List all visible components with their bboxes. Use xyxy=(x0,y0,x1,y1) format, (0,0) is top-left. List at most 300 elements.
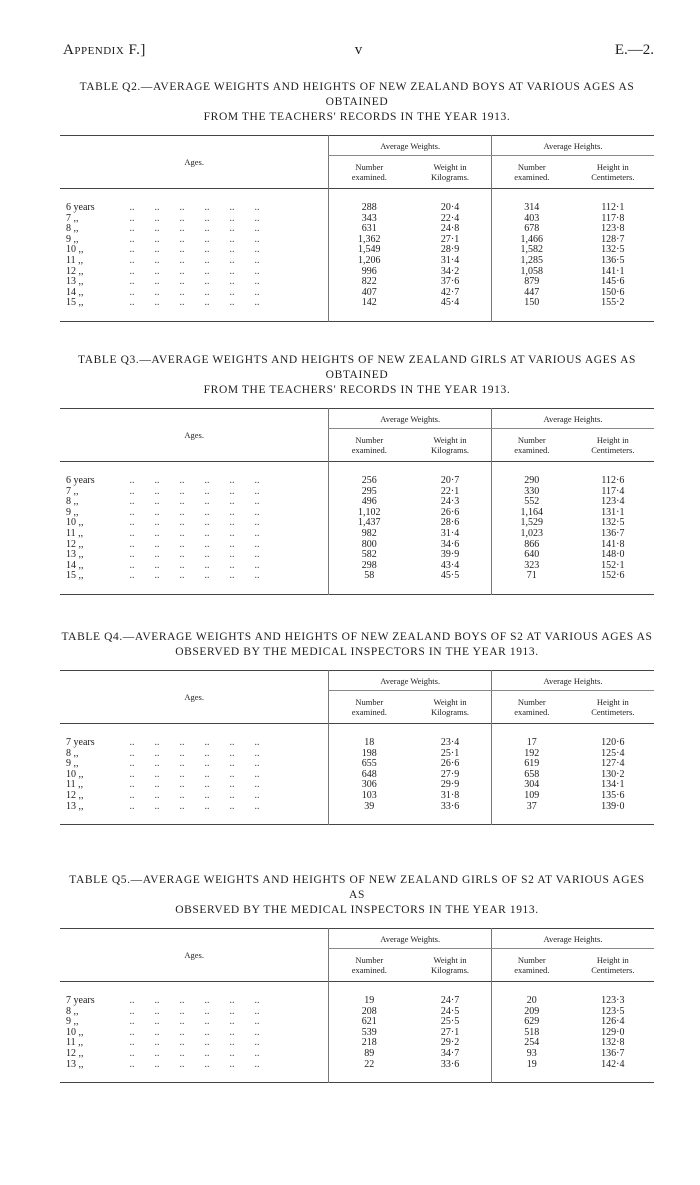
leader-dots: .. .. .. .. .. .. xyxy=(122,475,260,486)
height-number-cell: 19 xyxy=(491,1060,571,1083)
weight-kg-cell: 22·1 xyxy=(440,486,460,497)
leader-dots: .. .. .. .. .. .. xyxy=(122,497,260,508)
table-row xyxy=(60,724,654,749)
height-number-cell: 1,466 xyxy=(491,235,571,246)
age-cell xyxy=(60,759,329,770)
weight-number-cell: 89 xyxy=(329,1049,409,1060)
weight-kg-cell: 26·6 xyxy=(440,507,460,518)
weight-kg-cell: 31·4 xyxy=(440,255,460,266)
weights-header: Average Weights. xyxy=(329,671,492,691)
age-label: 12 ,, xyxy=(66,266,84,277)
height-number-cell: 866 xyxy=(491,540,571,551)
table-row xyxy=(60,759,654,770)
table-title-line-1: TABLE Q2.—AVERAGE WEIGHTS AND HEIGHTS OF NEW ZEALAND BOYS AT VARIOUS AGES AS OBTAINED xyxy=(79,81,635,108)
height-cm-cell: 132·5 xyxy=(601,518,625,529)
table-row xyxy=(60,1038,654,1049)
table-row xyxy=(60,791,654,802)
weight-number-cell: 142 xyxy=(329,298,409,321)
height-cm-cell: 132·8 xyxy=(601,1038,625,1049)
height-cm-header: Height in Centimeters. xyxy=(591,162,635,182)
table-row xyxy=(60,497,654,508)
height-number-header: Number examined. xyxy=(491,949,571,982)
age-label: 9 ,, xyxy=(66,759,79,770)
age-label: 8 ,, xyxy=(66,748,79,759)
height-number-cell: 403 xyxy=(491,214,571,225)
leader-dots: .. .. .. .. .. .. xyxy=(122,528,260,539)
height-cm-header: Height in Centimeters. xyxy=(591,955,635,975)
table-row xyxy=(60,749,654,760)
leader-dots: .. .. .. .. .. .. xyxy=(122,277,260,288)
age-label: 8 ,, xyxy=(66,1006,79,1017)
leader-dots: .. .. .. .. .. .. xyxy=(122,995,260,1006)
height-cm-cell: 134·1 xyxy=(601,780,625,791)
height-cm-cell: 120·6 xyxy=(601,737,625,748)
weights-header: Average Weights. xyxy=(329,929,492,949)
height-cm-cell: 127·4 xyxy=(601,759,625,770)
weight-number-header: Number examined. xyxy=(329,691,409,724)
leader-dots: .. .. .. .. .. .. xyxy=(122,1059,260,1070)
weight-number-cell: 256 xyxy=(329,462,409,487)
age-cell xyxy=(60,277,329,288)
age-label: 7 years xyxy=(66,737,95,748)
age-cell xyxy=(60,1049,329,1060)
age-label: 14 ,, xyxy=(66,287,84,298)
height-cm-cell: 136·5 xyxy=(601,255,625,266)
height-number-cell: 314 xyxy=(491,189,571,214)
height-number-cell: 17 xyxy=(491,724,571,749)
age-cell xyxy=(60,508,329,519)
table-row xyxy=(60,235,654,246)
leader-dots: .. .. .. .. .. .. xyxy=(122,1027,260,1038)
table-row xyxy=(60,518,654,529)
weight-number-cell: 343 xyxy=(329,214,409,225)
age-cell xyxy=(60,561,329,572)
age-label: 6 years xyxy=(66,475,95,486)
age-cell xyxy=(60,462,329,487)
ages-header: Ages. xyxy=(184,430,204,440)
table-q5 xyxy=(60,873,654,1083)
weight-number-cell: 407 xyxy=(329,288,409,299)
height-cm-cell: 136·7 xyxy=(601,528,625,539)
table-q4 xyxy=(60,630,654,825)
weights-header: Average Weights. xyxy=(329,136,492,156)
leader-dots: .. .. .. .. .. .. xyxy=(122,507,260,518)
weight-number-cell: 496 xyxy=(329,497,409,508)
leader-dots: .. .. .. .. .. .. xyxy=(122,245,260,256)
age-label: 14 ,, xyxy=(66,560,84,571)
age-label: 13 ,, xyxy=(66,1059,84,1070)
weight-number-cell: 22 xyxy=(329,1060,409,1083)
table-title-line-1: TABLE Q3.—AVERAGE WEIGHTS AND HEIGHTS OF NEW ZEALAND GIRLS AT VARIOUS AGES AS OBTAINED xyxy=(77,354,636,381)
weight-number-cell: 631 xyxy=(329,224,409,235)
table-q3 xyxy=(60,353,654,595)
weight-kg-cell: 33·6 xyxy=(440,801,460,812)
weight-number-cell: 288 xyxy=(329,189,409,214)
weight-number-header: Number examined. xyxy=(329,429,409,462)
weight-kg-cell: 25·5 xyxy=(440,1017,460,1028)
age-label: 12 ,, xyxy=(66,790,84,801)
age-label: 13 ,, xyxy=(66,277,84,288)
weight-number-cell: 218 xyxy=(329,1038,409,1049)
age-label: 13 ,, xyxy=(66,550,84,561)
age-cell xyxy=(60,529,329,540)
height-number-cell: 1,164 xyxy=(491,508,571,519)
weight-kg-cell: 20·7 xyxy=(440,475,460,486)
height-cm-cell: 139·0 xyxy=(601,801,625,812)
weight-number-cell: 996 xyxy=(329,267,409,278)
height-number-cell: 71 xyxy=(491,571,571,594)
data-table xyxy=(60,928,654,1083)
height-number-cell: 304 xyxy=(491,780,571,791)
height-number-cell: 629 xyxy=(491,1017,571,1028)
weight-number-cell: 1,206 xyxy=(329,256,409,267)
leader-dots: .. .. .. .. .. .. xyxy=(122,780,260,791)
data-table xyxy=(60,670,654,825)
table-title xyxy=(60,630,654,660)
height-number-cell: 209 xyxy=(491,1007,571,1018)
table-row xyxy=(60,571,654,594)
weight-kg-cell: 34·6 xyxy=(440,539,460,550)
ages-header: Ages. xyxy=(184,157,204,167)
table-title xyxy=(60,873,654,918)
height-number-cell: 1,058 xyxy=(491,267,571,278)
height-number-cell: 37 xyxy=(491,802,571,825)
table-row xyxy=(60,277,654,288)
age-cell xyxy=(60,518,329,529)
age-cell xyxy=(60,770,329,781)
weight-number-cell: 1,549 xyxy=(329,245,409,256)
ages-header: Ages. xyxy=(184,692,204,702)
age-cell xyxy=(60,235,329,246)
weight-number-cell: 103 xyxy=(329,791,409,802)
leader-dots: .. .. .. .. .. .. xyxy=(122,748,260,759)
height-number-cell: 879 xyxy=(491,277,571,288)
height-number-cell: 20 xyxy=(491,982,571,1007)
weight-kg-cell: 43·4 xyxy=(440,560,460,571)
heights-header: Average Heights. xyxy=(491,929,654,949)
age-cell xyxy=(60,267,329,278)
age-cell xyxy=(60,1060,329,1083)
height-cm-cell: 150·6 xyxy=(601,287,625,298)
weight-kg-cell: 31·4 xyxy=(440,528,460,539)
height-cm-cell: 142·4 xyxy=(601,1059,625,1070)
age-cell xyxy=(60,1017,329,1028)
height-number-cell: 254 xyxy=(491,1038,571,1049)
table-row xyxy=(60,508,654,519)
leader-dots: .. .. .. .. .. .. xyxy=(122,550,260,561)
leader-dots: .. .. .. .. .. .. xyxy=(122,571,260,582)
weight-kg-cell: 25·1 xyxy=(440,748,460,759)
age-label: 9 ,, xyxy=(66,234,79,245)
weight-kg-cell: 24·3 xyxy=(440,497,460,508)
height-number-cell: 323 xyxy=(491,561,571,572)
age-label: 7 ,, xyxy=(66,486,79,497)
age-label: 8 ,, xyxy=(66,497,79,508)
height-cm-cell: 128·7 xyxy=(601,234,625,245)
age-cell xyxy=(60,288,329,299)
leader-dots: .. .. .. .. .. .. xyxy=(122,1038,260,1049)
height-number-cell: 640 xyxy=(491,550,571,561)
height-number-cell: 552 xyxy=(491,497,571,508)
weight-number-cell: 648 xyxy=(329,770,409,781)
leader-dots: .. .. .. .. .. .. xyxy=(122,234,260,245)
leader-dots: .. .. .. .. .. .. xyxy=(122,287,260,298)
weight-number-cell: 18 xyxy=(329,724,409,749)
age-cell xyxy=(60,298,329,321)
leader-dots: .. .. .. .. .. .. xyxy=(122,560,260,571)
age-label: 15 ,, xyxy=(66,571,84,582)
age-label: 9 ,, xyxy=(66,507,79,518)
page-header xyxy=(63,42,654,62)
height-cm-cell: 131·1 xyxy=(601,507,625,518)
weight-number-cell: 539 xyxy=(329,1028,409,1039)
weight-kg-cell: 28·6 xyxy=(440,518,460,529)
weight-kg-cell: 27·1 xyxy=(440,1027,460,1038)
table-row xyxy=(60,802,654,825)
data-table xyxy=(60,135,654,322)
table-row xyxy=(60,267,654,278)
height-number-cell: 518 xyxy=(491,1028,571,1039)
weight-kg-cell: 39·9 xyxy=(440,550,460,561)
age-label: 11 ,, xyxy=(66,255,84,266)
weight-kg-cell: 33·6 xyxy=(440,1059,460,1070)
table-row xyxy=(60,462,654,487)
leader-dots: .. .. .. .. .. .. xyxy=(122,737,260,748)
weight-kg-cell: 45·4 xyxy=(440,298,460,309)
age-cell xyxy=(60,550,329,561)
height-number-header: Number examined. xyxy=(491,156,571,189)
age-label: 12 ,, xyxy=(66,539,84,550)
age-label: 11 ,, xyxy=(66,780,84,791)
weights-header: Average Weights. xyxy=(329,409,492,429)
table-row xyxy=(60,770,654,781)
height-number-header: Number examined. xyxy=(491,691,571,724)
height-cm-cell: 129·0 xyxy=(601,1027,625,1038)
table-row xyxy=(60,540,654,551)
weight-number-cell: 582 xyxy=(329,550,409,561)
age-cell xyxy=(60,791,329,802)
height-number-cell: 1,529 xyxy=(491,518,571,529)
weight-number-cell: 1,102 xyxy=(329,508,409,519)
age-label: 7 years xyxy=(66,995,95,1006)
height-cm-cell: 123·5 xyxy=(601,1006,625,1017)
leader-dots: .. .. .. .. .. .. xyxy=(122,1048,260,1059)
weight-kg-cell: 45·5 xyxy=(440,571,460,582)
height-cm-cell: 126·4 xyxy=(601,1017,625,1028)
height-number-cell: 93 xyxy=(491,1049,571,1060)
weight-kg-header: Weight in Kilograms. xyxy=(431,955,470,975)
age-label: 10 ,, xyxy=(66,245,84,256)
leader-dots: .. .. .. .. .. .. xyxy=(122,266,260,277)
age-cell xyxy=(60,1038,329,1049)
weight-number-cell: 19 xyxy=(329,982,409,1007)
weight-kg-cell: 28·9 xyxy=(440,245,460,256)
weight-number-cell: 822 xyxy=(329,277,409,288)
height-cm-cell: 132·5 xyxy=(601,245,625,256)
heights-header: Average Heights. xyxy=(491,409,654,429)
weight-number-cell: 198 xyxy=(329,749,409,760)
weight-kg-cell: 34·7 xyxy=(440,1048,460,1059)
ages-header: Ages. xyxy=(184,950,204,960)
height-number-cell: 678 xyxy=(491,224,571,235)
leader-dots: .. .. .. .. .. .. xyxy=(122,801,260,812)
age-label: 8 ,, xyxy=(66,224,79,235)
weight-kg-cell: 22·4 xyxy=(440,213,460,224)
table-row xyxy=(60,982,654,1007)
weight-kg-cell: 24·8 xyxy=(440,224,460,235)
height-cm-cell: 136·7 xyxy=(601,1048,625,1059)
weight-number-cell: 58 xyxy=(329,571,409,594)
height-cm-cell: 152·6 xyxy=(601,571,625,582)
weight-number-cell: 982 xyxy=(329,529,409,540)
age-cell xyxy=(60,1028,329,1039)
table-row xyxy=(60,550,654,561)
table-row xyxy=(60,1028,654,1039)
height-number-header: Number examined. xyxy=(491,429,571,462)
weight-kg-cell: 20·4 xyxy=(440,202,460,213)
heights-header: Average Heights. xyxy=(491,136,654,156)
age-cell xyxy=(60,571,329,594)
appendix-label: Appendix F.] xyxy=(63,42,146,58)
data-table xyxy=(60,408,654,595)
weight-number-cell: 1,362 xyxy=(329,235,409,246)
table-row xyxy=(60,529,654,540)
weight-number-cell: 306 xyxy=(329,780,409,791)
height-cm-cell: 117·8 xyxy=(601,213,625,224)
weight-number-cell: 800 xyxy=(329,540,409,551)
height-cm-cell: 112·6 xyxy=(601,475,625,486)
leader-dots: .. .. .. .. .. .. xyxy=(122,224,260,235)
page-number: v xyxy=(354,42,363,58)
height-cm-cell: 125·4 xyxy=(601,748,625,759)
height-number-cell: 447 xyxy=(491,288,571,299)
table-q2 xyxy=(60,80,654,322)
leader-dots: .. .. .. .. .. .. xyxy=(122,486,260,497)
height-cm-cell: 123·3 xyxy=(601,995,625,1006)
height-number-cell: 1,582 xyxy=(491,245,571,256)
age-cell xyxy=(60,780,329,791)
age-cell xyxy=(60,487,329,498)
height-cm-cell: 141·1 xyxy=(601,266,625,277)
height-cm-cell: 135·6 xyxy=(601,790,625,801)
weight-number-cell: 621 xyxy=(329,1017,409,1028)
height-cm-header: Height in Centimeters. xyxy=(591,435,635,455)
weight-kg-cell: 29·2 xyxy=(440,1038,460,1049)
height-cm-cell: 148·0 xyxy=(601,550,625,561)
weight-kg-cell: 27·9 xyxy=(440,769,460,780)
weight-kg-cell: 24·5 xyxy=(440,1006,460,1017)
height-cm-cell: 112·1 xyxy=(601,202,625,213)
leader-dots: .. .. .. .. .. .. xyxy=(122,790,260,801)
table-row xyxy=(60,224,654,235)
leader-dots: .. .. .. .. .. .. xyxy=(122,255,260,266)
weight-kg-cell: 29·9 xyxy=(440,780,460,791)
age-cell xyxy=(60,224,329,235)
height-cm-cell: 130·2 xyxy=(601,769,625,780)
age-cell xyxy=(60,540,329,551)
height-number-cell: 1,023 xyxy=(491,529,571,540)
age-label: 13 ,, xyxy=(66,801,84,812)
weight-number-cell: 295 xyxy=(329,487,409,498)
weight-number-cell: 208 xyxy=(329,1007,409,1018)
weight-kg-cell: 37·6 xyxy=(440,277,460,288)
table-row xyxy=(60,298,654,321)
height-number-cell: 330 xyxy=(491,487,571,498)
leader-dots: .. .. .. .. .. .. xyxy=(122,213,260,224)
height-number-cell: 109 xyxy=(491,791,571,802)
age-cell xyxy=(60,982,329,1007)
age-label: 15 ,, xyxy=(66,298,84,309)
age-label: 6 years xyxy=(66,202,95,213)
height-cm-cell: 152·1 xyxy=(601,560,625,571)
age-cell xyxy=(60,802,329,825)
age-cell xyxy=(60,245,329,256)
height-cm-header: Height in Centimeters. xyxy=(591,697,635,717)
table-title-line-2: OBSERVED BY THE MEDICAL INSPECTORS IN THE YEAR 1913. xyxy=(175,904,539,916)
age-label: 9 ,, xyxy=(66,1017,79,1028)
height-number-cell: 658 xyxy=(491,770,571,781)
table-row xyxy=(60,288,654,299)
age-cell xyxy=(60,724,329,749)
height-cm-cell: 117·4 xyxy=(601,486,625,497)
weight-number-header: Number examined. xyxy=(329,156,409,189)
leader-dots: .. .. .. .. .. .. xyxy=(122,759,260,770)
age-label: 12 ,, xyxy=(66,1048,84,1059)
age-cell xyxy=(60,189,329,214)
weight-kg-cell: 26·6 xyxy=(440,759,460,770)
weight-kg-cell: 27·1 xyxy=(440,234,460,245)
weight-kg-header: Weight in Kilograms. xyxy=(431,162,470,182)
weight-number-cell: 298 xyxy=(329,561,409,572)
table-title xyxy=(60,353,654,398)
age-cell xyxy=(60,256,329,267)
age-cell xyxy=(60,749,329,760)
leader-dots: .. .. .. .. .. .. xyxy=(122,1006,260,1017)
leader-dots: .. .. .. .. .. .. xyxy=(122,1017,260,1028)
height-number-cell: 192 xyxy=(491,749,571,760)
heights-header: Average Heights. xyxy=(491,671,654,691)
weight-kg-cell: 31·8 xyxy=(440,790,460,801)
height-cm-cell: 123·8 xyxy=(601,224,625,235)
age-label: 10 ,, xyxy=(66,769,84,780)
weight-kg-cell: 42·7 xyxy=(440,287,460,298)
weight-number-cell: 1,437 xyxy=(329,518,409,529)
height-number-cell: 290 xyxy=(491,462,571,487)
height-cm-cell: 141·8 xyxy=(601,539,625,550)
weight-number-header: Number examined. xyxy=(329,949,409,982)
height-number-cell: 1,285 xyxy=(491,256,571,267)
weight-number-cell: 655 xyxy=(329,759,409,770)
age-cell xyxy=(60,1007,329,1018)
leader-dots: .. .. .. .. .. .. xyxy=(122,202,260,213)
table-title xyxy=(60,80,654,125)
table-title-line-2: FROM THE TEACHERS' RECORDS IN THE YEAR 1913. xyxy=(203,384,511,396)
weight-kg-header: Weight in Kilograms. xyxy=(431,435,470,455)
leader-dots: .. .. .. .. .. .. xyxy=(122,518,260,529)
age-cell xyxy=(60,497,329,508)
age-label: 11 ,, xyxy=(66,1038,84,1049)
weight-kg-cell: 24·7 xyxy=(440,995,460,1006)
table-row xyxy=(60,189,654,214)
age-cell xyxy=(60,214,329,225)
weight-kg-cell: 23·4 xyxy=(440,737,460,748)
table-row xyxy=(60,780,654,791)
height-number-cell: 619 xyxy=(491,759,571,770)
table-title-line-2: FROM THE TEACHERS' RECORDS IN THE YEAR 1913. xyxy=(203,111,511,123)
leader-dots: .. .. .. .. .. .. xyxy=(122,769,260,780)
age-label: 7 ,, xyxy=(66,213,79,224)
leader-dots: .. .. .. .. .. .. xyxy=(122,298,260,309)
